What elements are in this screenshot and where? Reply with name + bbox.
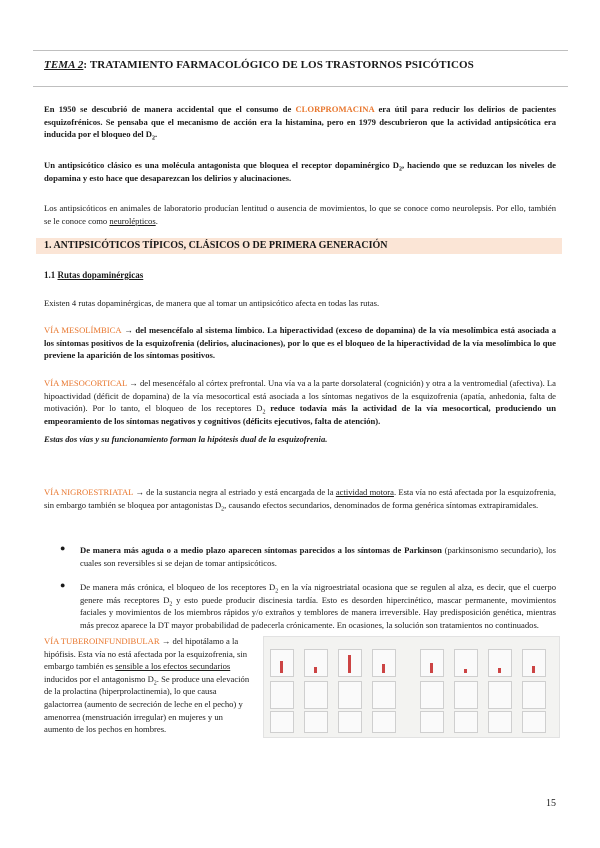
bullet-dot: ● [60,580,66,590]
subsection-heading: 1.1 Rutas dopaminérgicas [44,270,144,280]
page-number: 15 [546,798,556,809]
bullet-item-parkinsonismo: De manera más aguda o a medio plazo aparecen síntomas parecidos a los síntomas de Parkinson (parkinsonismo secundario), los cuales son reversibles si se dejan de tomar antipsicóticos. [80,545,556,568]
actividad-motora-term: actividad motora [335,487,394,497]
dopamine-pathways-figure [263,636,560,738]
topic-title: : TRATAMIENTO FARMACOLÓGICO DE LOS TRASTORNOS PSICÓTICOS [83,59,474,71]
efectos-secundarios-term: sensible a los efectos secundarios [115,661,231,672]
neurolepticos-term: neurolépticos [109,215,156,226]
rutas-intro: Existen 4 rutas dopaminérgicas, de manera que al tomar un antipsicótico afecta en todas las rutas. [44,298,380,308]
bullet-item-discinesia: De manera más crónica, el bloqueo de los receptores $D_2$ en la vía nigroestriatal ocasiona que se regulen al alza, es decir, que el cuerpo genere más receptores $D_2$ y esto puede producir discinesia tardía. Esto es desorden hipercinético, mascar permanente, movimientos faciales y movimientos de los miembros rápidos y/o extraños y temblores de manera irreversible. Hay predisposición genética, mientras más precoz aparece la DT mayor probabilidad de padecerla crónicamente. En ocasiones, la solución son tratamientos no continuados. [80,582,557,630]
via-nigroestriatal-label: VÍA NIGROESTRIATAL [44,487,134,497]
page-title [44,59,474,71]
via-mesocortical: VÍA MESOCORTICAL → del mesencéfalo al córtex prefrontal. Una vía va a la parte dorsolateral (cognición) y otra a la ventromedial (afectiva). La hipoactividad (déficit de dopamina) de la vía mesocortical está asociada a los síntomas negativos de la esquizofrenia (apatía, anhedonia, falta de motivación). Por lo tanto, el bloqueo de los receptores $D_2$ reduce todavía más la actividad de la vía mesocortical, produciendo un empeoramiento de los síntomas negativos y cognitivos (déficits ejecutivos, falta de atención). [44,378,556,426]
intro-paragraph-1: En 1950 se descubrió de manera accidental que el consumo de CLORPROMACINA era útil para reducir los delirios de pacientes esquizofrénicos. Se pensaba que el mecanismo de acción era la histamina, pero en 1979 descubrieron que la actividad antipsicótica era inducida por el bloqueo del $D_2$. [44,104,556,142]
intro-paragraph-2: Un antipsicótico clásico es una molécula antagonista que bloquea el receptor dopaminérgico $D_2$, haciendo que se reduzcan los niveles de dopamina y esto hace que desaparezcan los delirios y alucinaciones. [44,160,556,183]
via-tuberoinfundibular-label: VÍA TUBEROINFUNDIBULAR [44,636,160,646]
top-rule [33,50,568,51]
via-mesolimbica-label: VÍA MESOLÍMBICA [44,325,122,335]
bullet-dot: ● [60,543,66,553]
via-mesocortical-label: VÍA MESOCORTICAL [44,378,127,388]
via-tuberoinfundibular: VÍA TUBEROINFUNDIBULAR → del hipotálamo a la hipófisis. Esta vía no está afectada por la esquizofrenia, sin embargo también es sensible a los efectos secundarios inducidos por el antagonismo $D_2$. Se produce una elevación de la prolactina (hiperprolactinemia), lo que causa galactorrea (aumento de secreción de leche en el pecho) y amenorrea (menstruación irregular) en mujeres y un aumento de los pechos en hombres. [44,636,250,735]
section-heading: 1. ANTIPSICÓTICOS TÍPICOS, CLÁSICOS O DE PRIMERA GENERACIÓN [44,240,388,251]
hipotesis-dual: Estas dos vías y su funcionamiento forman la hipótesis dual de la esquizofrenia. [44,434,328,444]
via-mesolimbica: VÍA MESOLÍMBICA → del mesencéfalo al sistema límbico. La hiperactividad (exceso de dopamina) de la vía mesolímbica está asociada a los síntomas positivos de la esquizofrenia (delirios, alucinaciones), por lo que es el bloqueo de la hiperactividad de la vía mesolímbica lo que previene la aparición de los síntomas positivos. [44,325,557,361]
drug-name: CLORPROMACINA [295,104,375,114]
title-rule [33,86,568,87]
via-nigroestriatal: VÍA NIGROESTRIATAL → de la sustancia negra al estriado y está encargada de la actividad motora. Esta vía no está afectada por la esquizofrenia, sin embargo también se bloquea por antagonistas $D_2$, causando efectos secundarios, denominados de forma genérica síntomas extrapiramidales. [44,487,557,513]
intro-paragraph-3: Los antipsicóticos en animales de laboratorio producían lentitud o ausencia de movimientos, lo que se conoce como neurolepsis. Por ello, también se le conoce como neurolépticos. [44,203,556,226]
topic-number: TEMA 2 [44,59,84,71]
figure-panel-left [264,637,409,737]
figure-panel-right [414,637,559,737]
